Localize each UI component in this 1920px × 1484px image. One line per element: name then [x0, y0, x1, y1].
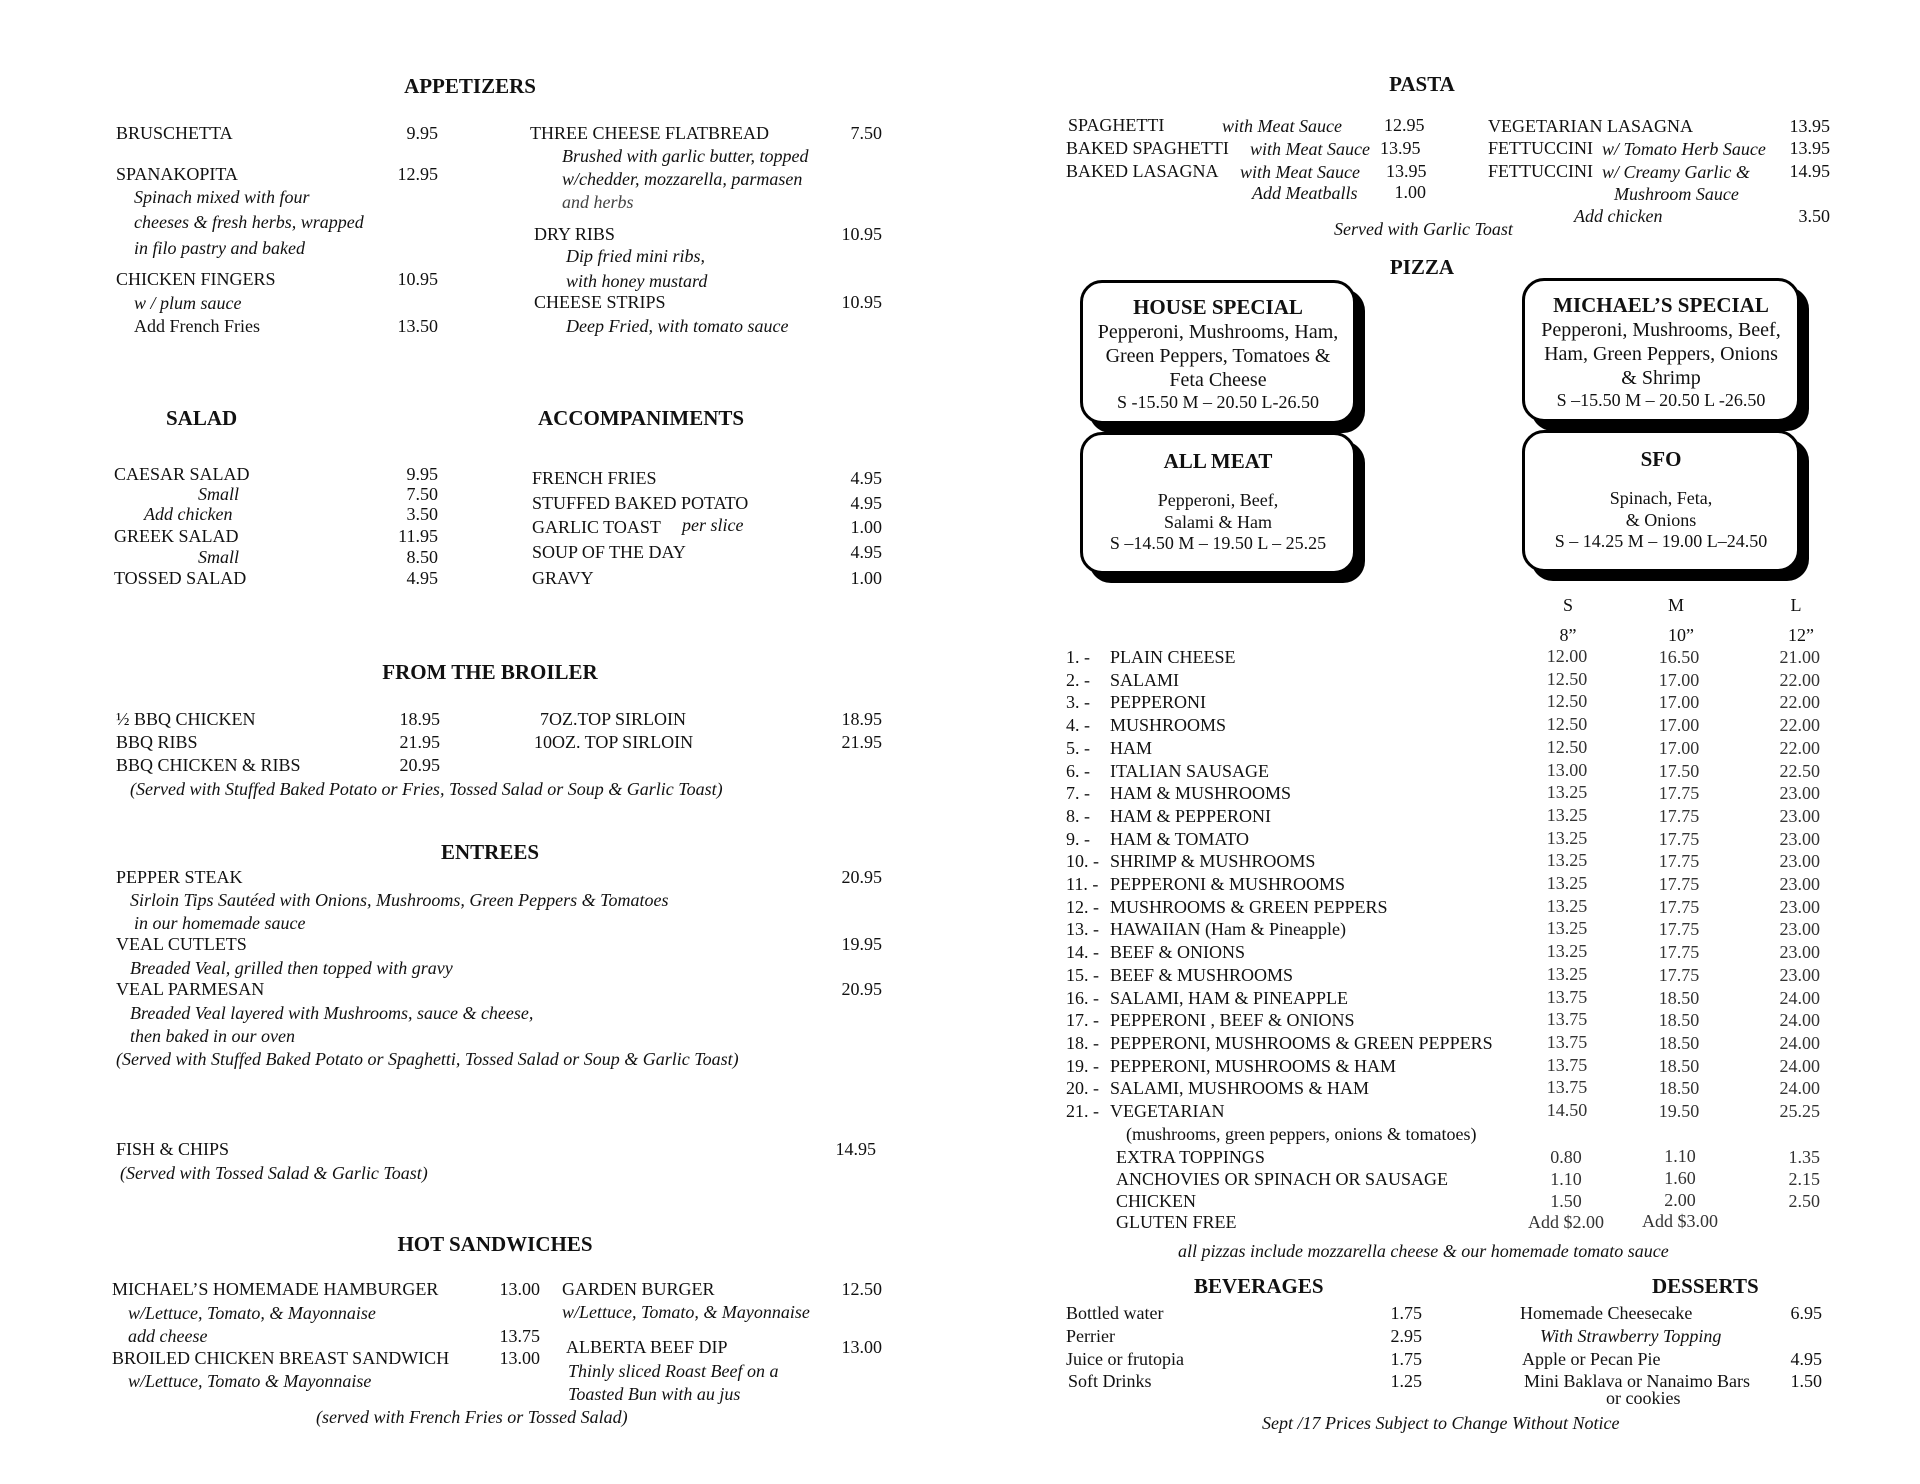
pizza-number: 1. -	[1066, 647, 1090, 667]
tossed-salad-name: TOSSED SALAD	[114, 568, 247, 588]
beverage-price: 1.75	[1390, 1349, 1422, 1369]
size-inch-s: 8”	[1559, 625, 1577, 645]
pizza-price-s: 14.50	[1546, 1100, 1588, 1120]
special-title: HOUSE SPECIAL	[1133, 295, 1303, 319]
dessert-price: 6.95	[1790, 1303, 1822, 1323]
caesar-add-chicken: Add chicken	[144, 504, 233, 524]
pizza-price-l: 23.00	[1779, 851, 1820, 871]
pizza-price-m: 18.50	[1658, 1010, 1700, 1030]
caesar-small: Small	[198, 484, 240, 504]
mushroom-sauce: Mushroom Sauce	[1614, 184, 1739, 204]
pasta-note: Served with Garlic Toast	[1334, 219, 1513, 239]
dessert-name: Mini Baklava or Nanaimo Bars	[1524, 1371, 1750, 1391]
pizza-name: MUSHROOMS	[1110, 715, 1227, 735]
pizza-name: ITALIAN SAUSAGE	[1110, 761, 1270, 781]
add-chicken: Add chicken	[1574, 206, 1663, 226]
dry-ribs-desc: with honey mustard	[566, 271, 708, 291]
fish-chips-name: FISH & CHIPS	[116, 1139, 230, 1159]
extra-price-s: 1.10	[1550, 1169, 1582, 1189]
pizza-name: SALAMI, HAM & PINEAPPLE	[1110, 988, 1349, 1008]
pizza-number: 11. -	[1066, 874, 1099, 894]
pizza-number: 8. -	[1066, 806, 1090, 826]
pizza-number: 16. -	[1066, 988, 1099, 1008]
beverages-heading: BEVERAGES	[1194, 1274, 1324, 1298]
broiler-item-name: BBQ CHICKEN & RIBS	[116, 755, 301, 775]
broiler-item-price: 21.95	[399, 732, 440, 752]
appetizers-heading: APPETIZERS	[404, 74, 536, 98]
greek-small-price: 8.50	[406, 547, 438, 567]
pizza-number: 19. -	[1066, 1056, 1099, 1076]
pizza-price-s: 13.25	[1546, 850, 1588, 870]
pizza-number: 20. -	[1066, 1078, 1099, 1098]
broiler-item-name: ½ BBQ CHICKEN	[116, 709, 256, 729]
beverage-name: Soft Drinks	[1068, 1371, 1152, 1391]
pasta-item-desc: with Meat Sauce	[1250, 139, 1370, 159]
all-meat-box	[1080, 432, 1356, 574]
broiler-item-name: BBQ RIBS	[116, 732, 198, 752]
dessert-desc: With Strawberry Topping	[1540, 1326, 1722, 1346]
pizza-price-l: 22.00	[1779, 670, 1820, 690]
pizza-name: PEPPERONI	[1110, 692, 1207, 712]
vegetarian-note: (mushrooms, green peppers, onions & tomatoes)	[1126, 1124, 1477, 1144]
veal-parmesan-name: VEAL PARMESAN	[116, 979, 265, 999]
pizza-price-l: 23.00	[1779, 829, 1820, 849]
salad-heading: SALAD	[166, 406, 238, 430]
pizza-name: SHRIMP & MUSHROOMS	[1110, 851, 1316, 871]
pizza-price-m: 17.00	[1658, 715, 1700, 735]
pizza-price-m: 17.75	[1658, 874, 1700, 894]
extra-name: CHICKEN	[1116, 1191, 1196, 1211]
beef-dip-desc: Toasted Bun with au jus	[568, 1384, 741, 1404]
pizza-price-l: 24.00	[1779, 1010, 1820, 1030]
add-meatballs-price: 1.00	[1394, 182, 1426, 202]
extra-price-s: 0.80	[1550, 1147, 1582, 1167]
pizza-price-l: 23.00	[1779, 897, 1820, 917]
pizza-number: 5. -	[1066, 738, 1090, 758]
pasta-item-desc: w/ Tomato Herb Sauce	[1602, 139, 1766, 159]
accompaniment-name: FRENCH FRIES	[532, 468, 657, 488]
dessert-name-line2: or cookies	[1606, 1388, 1681, 1408]
pizza-price-s: 13.75	[1546, 1077, 1588, 1097]
special-prices: S – 14.25 M – 19.00 L–24.50	[1554, 531, 1768, 552]
pizza-price-s: 12.00	[1546, 646, 1588, 666]
pasta-item-name: FETTUCCINI	[1488, 161, 1593, 181]
cheese-strips-name: CHEESE STRIPS	[534, 292, 666, 312]
pasta-item-name: FETTUCCINI	[1488, 138, 1593, 158]
pizza-price-l: 23.00	[1779, 919, 1820, 939]
pizza-price-l: 23.00	[1779, 806, 1820, 826]
pasta-item-desc: w/ Creamy Garlic &	[1602, 162, 1750, 182]
garlic-toast-note: per slice	[682, 515, 744, 535]
pizza-price-s: 13.75	[1546, 1055, 1588, 1075]
pizza-heading: PIZZA	[1389, 255, 1455, 279]
special-line: Spinach, Feta,	[1609, 488, 1713, 508]
pizza-price-l: 21.00	[1779, 647, 1820, 667]
desserts-heading: DESSERTS	[1652, 1274, 1759, 1298]
pizza-price-m: 18.50	[1658, 1033, 1700, 1053]
broiler-item-price: 21.95	[841, 732, 882, 752]
greek-small: Small	[198, 547, 240, 567]
beverage-name: Juice or frutopia	[1066, 1349, 1184, 1369]
dessert-name: Apple or Pecan Pie	[1522, 1349, 1661, 1369]
pizza-name: HAM & MUSHROOMS	[1110, 783, 1292, 803]
spanakopita-desc: in filo pastry and baked	[134, 238, 305, 258]
pizza-price-m: 17.00	[1658, 692, 1700, 712]
add-meatballs: Add Meatballs	[1252, 183, 1358, 203]
pasta-heading: PASTA	[1389, 72, 1455, 96]
chicken-sandwich-price: 13.00	[499, 1348, 540, 1368]
special-prices: S -15.50 M – 20.50 L-26.50	[1117, 392, 1319, 412]
pizza-price-s: 12.50	[1546, 714, 1588, 734]
pepper-steak-name: PEPPER STEAK	[116, 867, 243, 887]
pizza-price-m: 17.75	[1658, 851, 1700, 871]
veal-cutlets-name: VEAL CUTLETS	[116, 934, 247, 954]
flatbread-name: THREE CHEESE FLATBREAD	[530, 123, 770, 143]
chicken-sandwich-desc: w/Lettuce, Tomato & Mayonnaise	[128, 1371, 372, 1391]
pasta-item-name: VEGETARIAN LASAGNA	[1488, 116, 1694, 136]
hamburger-price: 13.00	[499, 1279, 540, 1299]
pizza-number: 12. -	[1066, 897, 1099, 917]
broiler-item-price: 20.95	[399, 755, 440, 775]
greek-salad-name: GREEK SALAD	[114, 526, 239, 546]
beverage-name: Bottled water	[1066, 1303, 1164, 1323]
pizza-name: VEGETARIAN	[1110, 1101, 1225, 1121]
cheese-strips-desc: Deep Fried, with tomato sauce	[566, 316, 789, 336]
cheese-strips-price: 10.95	[841, 292, 882, 312]
pizza-price-s: 13.75	[1546, 1009, 1588, 1029]
pizza-name: HAM & TOMATO	[1110, 829, 1250, 849]
spanakopita-desc: Spinach mixed with four	[134, 187, 310, 207]
pizza-name: HAWAIIAN (Ham & Pineapple)	[1110, 919, 1346, 939]
broiler-item-price: 18.95	[399, 709, 440, 729]
pizza-price-m: 17.00	[1658, 670, 1700, 690]
entrees-note: (Served with Stuffed Baked Potato or Spaghetti, Tossed Salad or Soup & Garlic Toast)	[116, 1049, 739, 1069]
spanakopita-price: 12.95	[397, 164, 438, 184]
pizza-number: 15. -	[1066, 965, 1099, 985]
pasta-item-price: 13.95	[1386, 161, 1427, 181]
hamburger-add-cheese: add cheese	[128, 1326, 208, 1346]
pizza-price-l: 25.25	[1779, 1101, 1820, 1121]
pasta-item-price: 12.95	[1384, 115, 1425, 135]
pizza-price-s: 12.50	[1546, 669, 1588, 689]
garden-burger-name: GARDEN BURGER	[562, 1279, 715, 1299]
veal-parmesan-desc: then baked in our oven	[130, 1026, 295, 1046]
dry-ribs-name: DRY RIBS	[534, 224, 615, 244]
pizza-name: SALAMI	[1110, 670, 1180, 690]
special-prices: S –14.50 M – 19.50 L – 25.25	[1109, 533, 1327, 554]
pizza-number: 21. -	[1066, 1101, 1099, 1121]
special-title: ALL MEAT	[1163, 449, 1273, 473]
bruschetta-name: BRUSCHETTA	[116, 123, 233, 143]
pasta-item-desc: with Meat Sauce	[1222, 116, 1342, 136]
beef-dip-name: ALBERTA BEEF DIP	[566, 1337, 728, 1357]
pizza-price-s: 13.25	[1546, 782, 1588, 802]
pizza-name: BEEF & MUSHROOMS	[1110, 965, 1294, 985]
extra-name: ANCHOVIES OR SPINACH OR SAUSAGE	[1116, 1169, 1449, 1189]
pizza-price-m: 17.75	[1658, 942, 1700, 962]
fish-chips-price: 14.95	[835, 1139, 876, 1159]
pizza-number: 6. -	[1066, 761, 1090, 781]
add-chicken-price: 3.50	[1798, 206, 1830, 226]
beverage-price: 1.75	[1390, 1303, 1422, 1323]
pizza-price-m: 17.00	[1658, 738, 1700, 758]
pizza-price-l: 24.00	[1779, 1078, 1820, 1098]
french-fries-addon: Add French Fries	[134, 316, 260, 336]
pizza-price-m: 17.75	[1658, 965, 1700, 985]
pizza-price-s: 13.00	[1546, 760, 1588, 780]
beverage-name: Perrier	[1066, 1326, 1115, 1346]
veal-parmesan-desc: Breaded Veal layered with Mushrooms, sauce & cheese,	[130, 1003, 534, 1023]
pizza-name: SALAMI, MUSHROOMS & HAM	[1110, 1078, 1370, 1098]
pizza-name: BEEF & ONIONS	[1110, 942, 1246, 962]
dry-ribs-price: 10.95	[841, 224, 882, 244]
chicken-fingers-name: CHICKEN FINGERS	[116, 269, 276, 289]
pizza-note: all pizzas include mozzarella cheese & our homemade tomato sauce	[1178, 1241, 1669, 1261]
extra-price-l: 2.15	[1788, 1169, 1820, 1189]
spanakopita-desc: cheeses & fresh herbs, wrapped	[134, 212, 364, 232]
accompaniment-price: 1.00	[850, 517, 882, 537]
garden-burger-desc: w/Lettuce, Tomato, & Mayonnaise	[562, 1302, 810, 1322]
pizza-price-s: 13.25	[1546, 896, 1588, 916]
broiler-item-name: 7OZ.TOP SIRLOIN	[540, 709, 687, 729]
accompaniments-heading: ACCOMPANIMENTS	[538, 406, 745, 430]
beverage-price: 2.95	[1390, 1326, 1422, 1346]
extra-price-l: 2.50	[1788, 1191, 1820, 1211]
pizza-number: 18. -	[1066, 1033, 1099, 1053]
garden-burger-price: 12.50	[841, 1279, 882, 1299]
dessert-price: 4.95	[1790, 1349, 1822, 1369]
pizza-price-m: 16.50	[1658, 647, 1700, 667]
pizza-price-l: 22.00	[1779, 715, 1820, 735]
veal-parmesan-price: 20.95	[841, 979, 882, 999]
special-line: Pepperoni, Mushrooms, Beef,	[1541, 319, 1781, 341]
pizza-price-s: 13.25	[1546, 805, 1588, 825]
hamburger-desc: w/Lettuce, Tomato, & Mayonnaise	[128, 1303, 376, 1323]
house-special-box	[1080, 280, 1356, 424]
pizza-number: 2. -	[1066, 670, 1090, 690]
pizza-price-l: 22.00	[1779, 738, 1820, 758]
pizza-price-s: 13.75	[1546, 1032, 1588, 1052]
pizza-price-s: 13.25	[1546, 941, 1588, 961]
pizza-number: 4. -	[1066, 715, 1090, 735]
size-header-s: S	[1562, 595, 1573, 615]
pizza-price-s: 13.25	[1546, 828, 1588, 848]
pasta-item-price: 13.95	[1789, 138, 1830, 158]
sfo-box	[1522, 430, 1800, 572]
pizza-price-l: 23.00	[1779, 783, 1820, 803]
accompaniment-price: 4.95	[850, 493, 882, 513]
pizza-price-l: 24.00	[1779, 988, 1820, 1008]
broiler-item-name: 10OZ. TOP SIRLOIN	[534, 732, 694, 752]
accompaniment-name: SOUP OF THE DAY	[532, 542, 686, 562]
pizza-number: 14. -	[1066, 942, 1099, 962]
size-inch-m: 10”	[1668, 625, 1694, 645]
extra-name: EXTRA TOPPINGS	[1116, 1147, 1265, 1167]
pizza-name: HAM	[1110, 738, 1153, 758]
tossed-salad-price: 4.95	[406, 568, 438, 588]
accompaniment-name: STUFFED BAKED POTATO	[532, 493, 749, 513]
pizza-price-l: 24.00	[1779, 1056, 1820, 1076]
special-line: & Shrimp	[1621, 367, 1701, 389]
pizza-number: 9. -	[1066, 829, 1090, 849]
pizza-name: PEPPERONI & MUSHROOMS	[1110, 874, 1346, 894]
accompaniment-price: 4.95	[850, 542, 882, 562]
pizza-price-m: 18.50	[1658, 1056, 1700, 1076]
flatbread-desc: and herbs	[562, 192, 634, 212]
chicken-fingers-price: 10.95	[397, 269, 438, 289]
pizza-number: 13. -	[1066, 919, 1099, 939]
beef-dip-desc: Thinly sliced Roast Beef on a	[568, 1361, 779, 1381]
pizza-number: 10. -	[1066, 851, 1099, 871]
pizza-price-s: 13.25	[1546, 918, 1588, 938]
french-fries-addon-price: 13.50	[397, 316, 438, 336]
extra-price-s: Add $2.00	[1528, 1212, 1604, 1232]
pepper-steak-price: 20.95	[841, 867, 882, 887]
pizza-number: 3. -	[1066, 692, 1090, 712]
pasta-item-price: 13.95	[1380, 138, 1421, 158]
pizza-price-l: 24.00	[1779, 1033, 1820, 1053]
entrees-heading: ENTREES	[440, 840, 540, 864]
flatbread-desc: w/chedder, mozzarella, parmasen	[562, 169, 803, 189]
special-line: & Onions	[1625, 509, 1697, 530]
accompaniment-name: GRAVY	[532, 568, 594, 588]
caesar-small-price: 7.50	[406, 484, 438, 504]
pizza-price-s: 13.25	[1546, 964, 1588, 984]
pepper-steak-desc: in our homemade sauce	[134, 913, 306, 933]
michaels-special-box	[1522, 278, 1800, 422]
extra-price-s: 1.50	[1550, 1191, 1582, 1211]
special-prices: S –15.50 M – 20.50 L -26.50	[1556, 390, 1766, 410]
broiler-heading: FROM THE BROILER	[382, 660, 598, 684]
accompaniment-name: GARLIC TOAST	[532, 517, 661, 537]
hamburger-add-cheese-price: 13.75	[499, 1326, 540, 1346]
pizza-price-l: 23.00	[1779, 942, 1820, 962]
pizza-price-m: 17.75	[1658, 829, 1700, 849]
flatbread-desc: Brushed with garlic butter, topped	[562, 146, 809, 166]
special-line: Feta Cheese	[1169, 369, 1267, 391]
pizza-name: PEPPERONI, MUSHROOMS & GREEN PEPPERS	[1110, 1033, 1493, 1053]
dry-ribs-desc: Dip fried mini ribs,	[566, 246, 706, 266]
caesar-add-chicken-price: 3.50	[406, 504, 438, 524]
pasta-item-price: 14.95	[1789, 161, 1830, 181]
pizza-price-m: 17.75	[1658, 783, 1700, 803]
pizza-price-m: 19.50	[1658, 1101, 1700, 1121]
bruschetta-price: 9.95	[406, 123, 438, 143]
pizza-name: PEPPERONI, MUSHROOMS & HAM	[1110, 1056, 1397, 1076]
hamburger-name: MICHAEL’S HOMEMADE HAMBURGER	[112, 1279, 439, 1299]
special-title: SFO	[1640, 447, 1682, 471]
veal-cutlets-price: 19.95	[841, 934, 882, 954]
spanakopita-name: SPANAKOPITA	[116, 164, 238, 184]
greek-salad-price: 11.95	[398, 526, 438, 546]
dessert-price: 1.50	[1790, 1371, 1822, 1391]
beef-dip-price: 13.00	[841, 1337, 882, 1357]
extra-name: GLUTEN FREE	[1116, 1212, 1237, 1232]
extra-price-l: 1.35	[1788, 1147, 1820, 1167]
pizza-name: PLAIN CHEESE	[1110, 647, 1236, 667]
flatbread-price: 7.50	[850, 123, 882, 143]
pizza-name: PEPPERONI , BEEF & ONIONS	[1110, 1010, 1355, 1030]
pasta-item-name: BAKED SPAGHETTI	[1066, 138, 1229, 158]
beverage-price: 1.25	[1390, 1371, 1422, 1391]
pizza-price-s: 12.50	[1546, 737, 1588, 757]
extra-price-m: 2.00	[1664, 1190, 1696, 1210]
broiler-item-price: 18.95	[841, 709, 882, 729]
pizza-price-l: 23.00	[1779, 965, 1820, 985]
special-line: Green Peppers, Tomatoes &	[1105, 345, 1331, 367]
pizza-price-m: 17.75	[1658, 897, 1700, 917]
pizza-number: 7. -	[1066, 783, 1090, 803]
special-line: Ham, Green Peppers, Onions	[1544, 343, 1778, 365]
special-line: Pepperoni, Beef,	[1157, 490, 1279, 510]
caesar-salad-name: CAESAR SALAD	[114, 464, 250, 484]
pepper-steak-desc: Sirloin Tips Sautéed with Onions, Mushrooms, Green Peppers & Tomatoes	[130, 890, 669, 910]
extra-price-m: 1.10	[1664, 1146, 1696, 1166]
accompaniment-price: 4.95	[850, 468, 882, 488]
pizza-price-m: 17.50	[1658, 761, 1700, 781]
pizza-price-m: 18.50	[1658, 1078, 1700, 1098]
chicken-sandwich-name: BROILED CHICKEN BREAST SANDWICH	[112, 1348, 450, 1368]
pasta-item-price: 13.95	[1789, 116, 1830, 136]
pizza-price-s: 13.25	[1546, 873, 1588, 893]
pizza-price-s: 12.50	[1546, 691, 1588, 711]
special-title: MICHAEL’S SPECIAL	[1553, 293, 1769, 317]
pasta-item-desc: with Meat Sauce	[1240, 162, 1360, 182]
accompaniment-price: 1.00	[850, 568, 882, 588]
extra-price-m: 1.60	[1664, 1168, 1696, 1188]
special-line: Salami & Ham	[1164, 511, 1272, 532]
size-header-l: L	[1790, 595, 1802, 615]
pasta-item-name: SPAGHETTI	[1068, 115, 1165, 135]
special-line: Pepperoni, Mushrooms, Ham,	[1097, 321, 1339, 343]
pizza-name: MUSHROOMS & GREEN PEPPERS	[1110, 897, 1388, 917]
chicken-fingers-desc: w / plum sauce	[134, 293, 242, 313]
extra-price-m: Add $3.00	[1642, 1211, 1718, 1231]
caesar-salad-price: 9.95	[406, 464, 438, 484]
pizza-name: HAM & PEPPERONI	[1110, 806, 1272, 826]
size-header-m: M	[1667, 595, 1684, 615]
broiler-note: (Served with Stuffed Baked Potato or Fries, Tossed Salad or Soup & Garlic Toast)	[130, 779, 723, 799]
sandwiches-heading: HOT SANDWICHES	[397, 1232, 593, 1256]
pizza-price-m: 17.75	[1658, 919, 1700, 939]
pizza-price-l: 22.00	[1779, 692, 1820, 712]
size-inch-l: 12”	[1788, 625, 1814, 645]
footer-note: Sept /17 Prices Subject to Change Without Notice	[1262, 1413, 1620, 1433]
fish-chips-note: (Served with Tossed Salad & Garlic Toast)	[120, 1163, 428, 1183]
dessert-name: Homemade Cheesecake	[1520, 1303, 1693, 1323]
pizza-number: 17. -	[1066, 1010, 1099, 1030]
pizza-price-l: 22.50	[1779, 761, 1820, 781]
pizza-price-l: 23.00	[1779, 874, 1820, 894]
pasta-item-name: BAKED LASAGNA	[1066, 161, 1219, 181]
pizza-price-m: 18.50	[1658, 988, 1700, 1008]
pizza-price-m: 17.75	[1658, 806, 1700, 826]
veal-cutlets-desc: Breaded Veal, grilled then topped with gravy	[130, 958, 453, 978]
pizza-price-s: 13.75	[1546, 987, 1588, 1007]
sandwiches-note: (served with French Fries or Tossed Salad)	[316, 1407, 628, 1427]
